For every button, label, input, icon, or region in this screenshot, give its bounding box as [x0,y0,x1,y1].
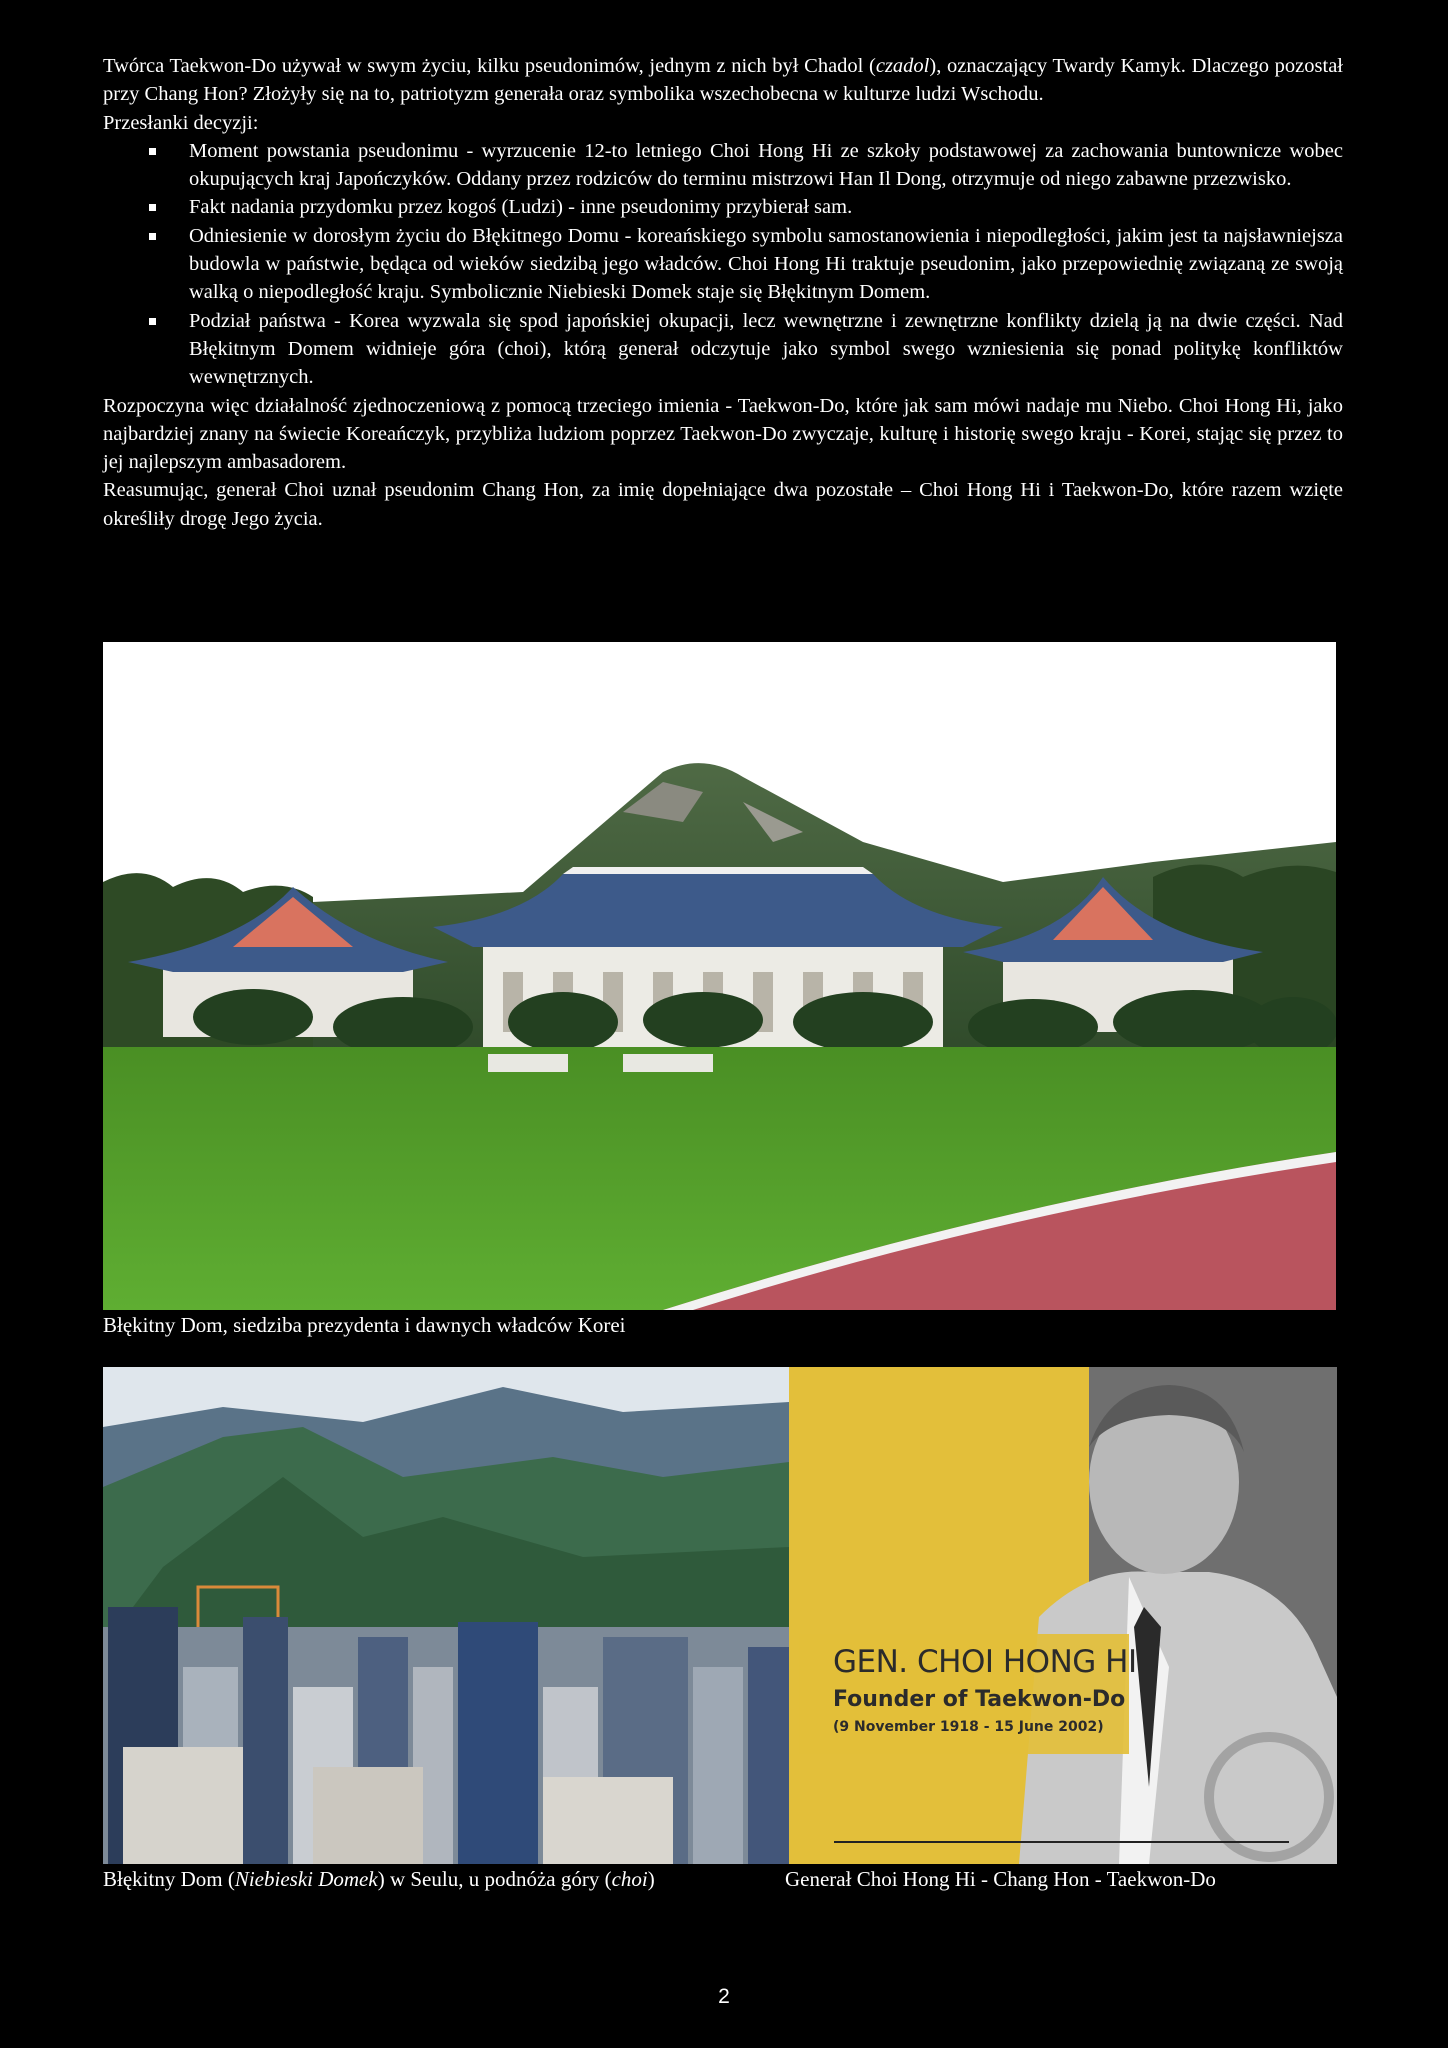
article-text [103,52,1343,533]
intro-text-end: ), oznaczający Twardy Kamyk. Dlaczego pozostał przy Chang Hon? Złożyły się na to, patriotyzm generała oraz symbolika wszechobecna w kulturze ludzi Wschodu. [103,55,1343,106]
seoul-caption-italic: choi [611,1867,648,1891]
premise-item: Podział państwa - Korea wyzwala się spod japońskiej okupacji, lecz wewnętrzne i zewnętrzne konflikty dzielą ją na dwie części. Nad Błękitnym Domem widnieje góra (choi), którą generał odczytuje jako symbol swego wzniesienia się ponad politykę konfliktów wewnętrznych. [189,307,1343,392]
unification-paragraph: Rozpoczyna więc działalność zjednoczeniową z pomocą trzeciego imienia - Taekwon-Do, które jak sam mówi nadaje mu Niebo. Choi Hong Hi, jako najbardziej znany na świecie Koreańczyk, przybliża ludziom poprzez Taekwon-Do zwyczaje, kulturę i historię swego kraju - Korei, stając się przez to jej najlepszym ambasadorem. [103,394,1343,474]
seoul-caption-part: ) w Seulu, u podnóża góry ( [377,1867,612,1891]
poster-name: GEN. CHOI HONG HI [833,1644,1137,1680]
seoul-caption-part: Błękitny Dom ( [103,1867,235,1891]
seoul-caption-italic: Niebieski Domek [234,1867,378,1891]
poster-subtitle: Founder of Taekwon-Do [833,1687,1126,1712]
seoul-caption-part: ) [647,1867,655,1891]
premise-item: Moment powstania pseudonimu - wyrzucenie 12-to letniego Choi Hong Hi ze szkoły podstawowej za zachowania buntownicze wobec okupujących kraj Japończyków. Oddany przez rodziców do terminu mistrzowi Han Il Dong, otrzymuje od niego zabawne przezwisko. [189,137,1343,194]
blue-house-illustration [103,642,1336,1310]
premises-list [103,137,1343,392]
seoul-illustration [103,1367,789,1864]
general-caption: Generał Choi Hong Hi - Chang Hon - Taekwon-Do [785,1867,1216,1891]
general-choi-poster [789,1367,1337,1864]
premise-item: Odniesienie w dorosłym życiu do Błękitnego Domu - koreańskiego symbolu samostanowienia i niepodległości, jakim jest ta najsławniejsza budowla w państwie, będąca od wieków siedzibą jego władców. Choi Hong Hi traktuje pseudonim, jako przepowiednię związaną ze swoją walką o niepodległość kraju. Symbolicznie Niebieski Domek staje się Błękitnym Domem. [189,222,1343,307]
premise-item: Fakt nadania przydomku przez kogoś (Ludzi) - inne pseudonimy przybierał sam. [189,193,1343,221]
poster-dates: (9 November 1918 - 15 June 2002) [833,1719,1104,1735]
general-portrait-illustration [789,1367,1337,1864]
blue-house-photo [103,642,1336,1310]
seoul-caption [103,1866,655,1892]
intro-text: Twórca Taekwon-Do używał w swym życiu, kilku pseudonimów, jednym z nich był Chadol ( [103,55,876,77]
page-number: 2 [718,1985,730,2008]
blue-house-caption: Błękitny Dom, siedziba prezydenta i dawnych władców Korei [103,1313,626,1337]
premises-heading: Przesłanki decyzji: [103,111,259,134]
seoul-photo [103,1367,789,1864]
intro-italic-term: czadol [875,55,930,77]
intro-paragraph [103,52,1343,109]
summary-paragraph: Reasumując, generał Choi uznał pseudonim Chang Hon, za imię dopełniające dwa pozostałe – Choi Hong Hi i Taekwon-Do, które razem wzięte określiły drogę Jego życia. [103,479,1343,530]
